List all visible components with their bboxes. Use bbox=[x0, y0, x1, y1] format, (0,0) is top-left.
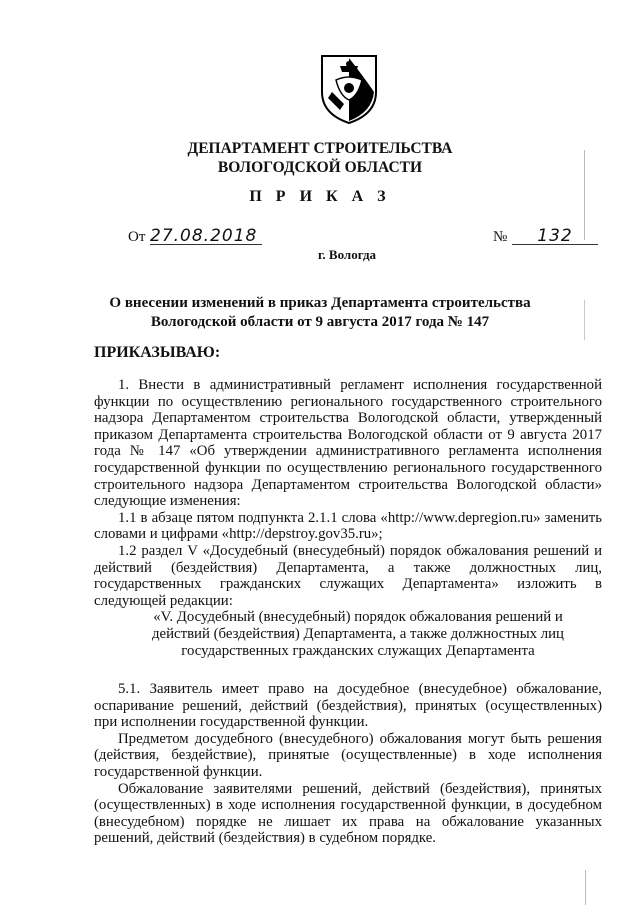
paragraph-5-1: 5.1. Заявитель имеет право на досудебное (внесудебное) обжалование, оспаривание решений, действий (бездействия), принятых (осуществленных) при исполнении государственной функции. bbox=[94, 681, 602, 731]
scan-artifact-line bbox=[585, 870, 586, 905]
department-name-line1: ДЕПАРТАМЕНТ СТРОИТЕЛЬСТВА bbox=[187, 140, 453, 157]
paragraph-subject-of-appeal: Предметом досудебного (внесудебного) обжалования могут быть решения (действия, бездействие), принятые (осуществленные) в ходе исполнения государственной функции. bbox=[94, 730, 602, 781]
order-heading: ПРИКАЗЫВАЮ: bbox=[94, 344, 221, 361]
document-type-title: П Р И К А З bbox=[249, 188, 391, 205]
scan-artifact-line bbox=[584, 150, 585, 240]
scan-artifact-line bbox=[584, 300, 585, 340]
number-prefix: № bbox=[493, 229, 508, 245]
paragraph-1-2: 1.2 раздел V «Досудебный (внесудебный) порядок обжалования решений и действий (бездействия) Департамента, а также должностных лиц, государственных гражданских служащих Департамента» изложить в следующей редакции: bbox=[94, 542, 602, 609]
subject-line1: О внесении изменений в приказ Департамента строительства bbox=[109, 295, 531, 311]
document-body bbox=[94, 377, 602, 847]
date-field bbox=[150, 226, 262, 245]
coat-of-arms-emblem bbox=[318, 52, 380, 126]
department-name-line2: ВОЛОГОДСКОЙ ОБЛАСТИ bbox=[217, 159, 423, 176]
number-value: 132 bbox=[537, 226, 573, 246]
city-name: г. Вологда bbox=[318, 247, 377, 262]
paragraph-1-1: 1.1 в абзаце пятом подпункта 2.1.1 слова «http://www.depregion.ru» заменить словами и цифрами «http://depstroy.gov35.ru»; bbox=[94, 509, 602, 543]
date-prefix: От bbox=[128, 229, 146, 245]
number-field bbox=[512, 226, 598, 245]
paragraph-1: 1. Внести в административный регламент исполнения государственной функции по осуществлению регионального государственного строительного надзора Департаментом строительства Вологодской области, утвержденный приказом Департамента строительства Вологодской области от 9 августа 2017 года № 147 «Об утверждении административного регламента исполнения государственной функции по осуществлению регионального государственного строительного надзора Департаментом строительства Вологодской области» следующие изменения: bbox=[94, 377, 602, 510]
date-value: 27.08.2018 bbox=[150, 226, 258, 246]
section-v-title: «V. Досудебный (внесудебный) порядок обжалования решений и действий (бездействия) Департамента, а также должностных лиц государственных гражданских служащих Департамента bbox=[152, 609, 564, 659]
paragraph-appeal-rights: Обжалование заявителями решений, действий (бездействия), принятых (осуществленных) в ходе исполнения государственной функции, в досудебном (внесудебном) порядке не лишает их права на обжалование указанных решений, действий (бездействия) в судебном порядке. bbox=[94, 780, 602, 847]
subject-line2: Вологодской области от 9 августа 2017 года № 147 bbox=[150, 314, 490, 330]
